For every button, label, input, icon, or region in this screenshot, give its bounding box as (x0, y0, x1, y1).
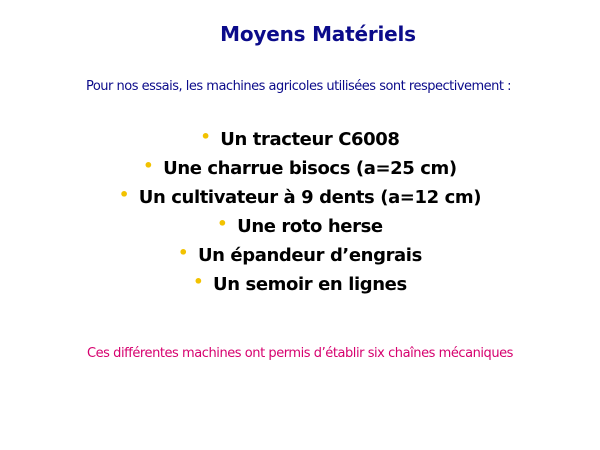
list-item (0, 212, 600, 241)
list-item-text: Une roto herse (237, 216, 383, 237)
slide-title: Moyens Matériels (220, 22, 416, 46)
list-item-text: Un épandeur d’engrais (197, 245, 422, 266)
bullet-icon: • (193, 272, 204, 291)
intro-text: Pour nos essais, les machines agricoles utilisées sont respectivement : (85, 79, 512, 94)
list-item-text: Une charrue bisocs (a=25 cm) (163, 158, 457, 179)
list-item-text: Un tracteur C6008 (220, 129, 400, 150)
list-item (0, 241, 600, 270)
bullet-icon: • (143, 156, 154, 175)
list-item-text: Un cultivateur à 9 dents (a=12 cm) (138, 187, 482, 208)
equipment-list (0, 125, 600, 299)
bullet-icon: • (118, 185, 129, 204)
bullet-icon: • (200, 127, 211, 146)
bullet-icon: • (178, 243, 188, 262)
list-item (0, 270, 600, 299)
list-item (0, 183, 600, 212)
list-item (0, 125, 600, 154)
conclusion-text: Ces différentes machines ont permis d’établir six chaînes mécaniques (86, 346, 514, 361)
bullet-icon: • (217, 214, 228, 233)
list-item-text: Un semoir en lignes (213, 274, 407, 295)
list-item (0, 154, 600, 183)
